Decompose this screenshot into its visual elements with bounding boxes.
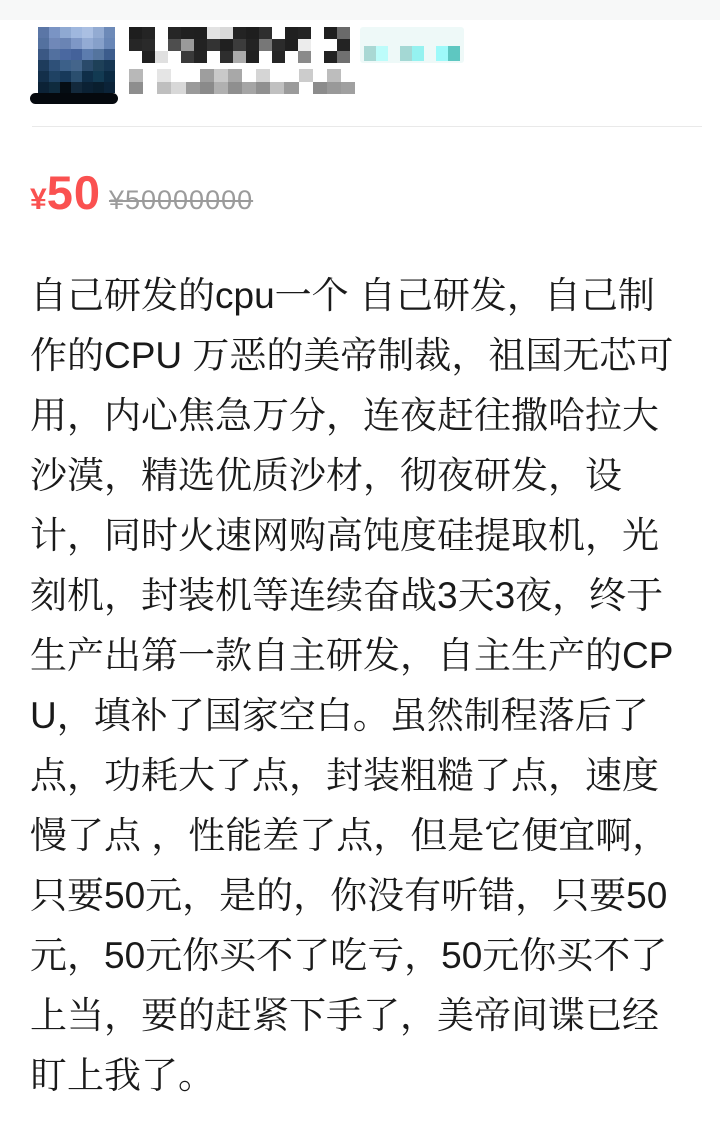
seller-name-censored[interactable] — [129, 27, 350, 63]
seller-avatar[interactable] — [38, 27, 115, 104]
product-description: 自己研发的cpu一个 自己研发，自己制作的CPU 万恶的美帝制裁，祖国无芯可用，内心焦急万分，连夜赶往撒哈拉大沙漠，精选优质沙材，彻夜研发，设计，同时火速网购高饨度硅提取机，光刻机，封装机等连续奋战3天3夜，终于生产出第一款自主研发，自主生产的CPU，填补了国家空白。虽然制程落后了点，功耗大了点，封装粗糙了点，速度慢了点 ，性能差了点，但是它便宜啊，只要50元，是的，你没有听错，只要50元，50元你买不了吃亏，50元你买不了上当，要的赶紧下手了，美帝间谍已经盯上我了。 — [30, 275, 674, 1096]
publish-info-censored — [129, 69, 355, 94]
seller-header — [0, 20, 720, 104]
avatar-bottom-bar — [30, 93, 118, 104]
seller-info — [129, 27, 690, 104]
currency-symbol: ¥ — [30, 183, 47, 216]
avatar-censored-mosaic — [38, 27, 115, 93]
price-row — [0, 165, 720, 220]
original-price-strikethrough: ¥50000000 — [108, 185, 254, 215]
header-divider — [32, 126, 702, 127]
status-bar-band — [0, 0, 720, 20]
seller-badge-censored[interactable] — [360, 27, 464, 63]
badge-censored-mosaic — [364, 46, 460, 61]
seller-name-row — [129, 27, 690, 63]
current-price: 50 — [46, 166, 101, 219]
